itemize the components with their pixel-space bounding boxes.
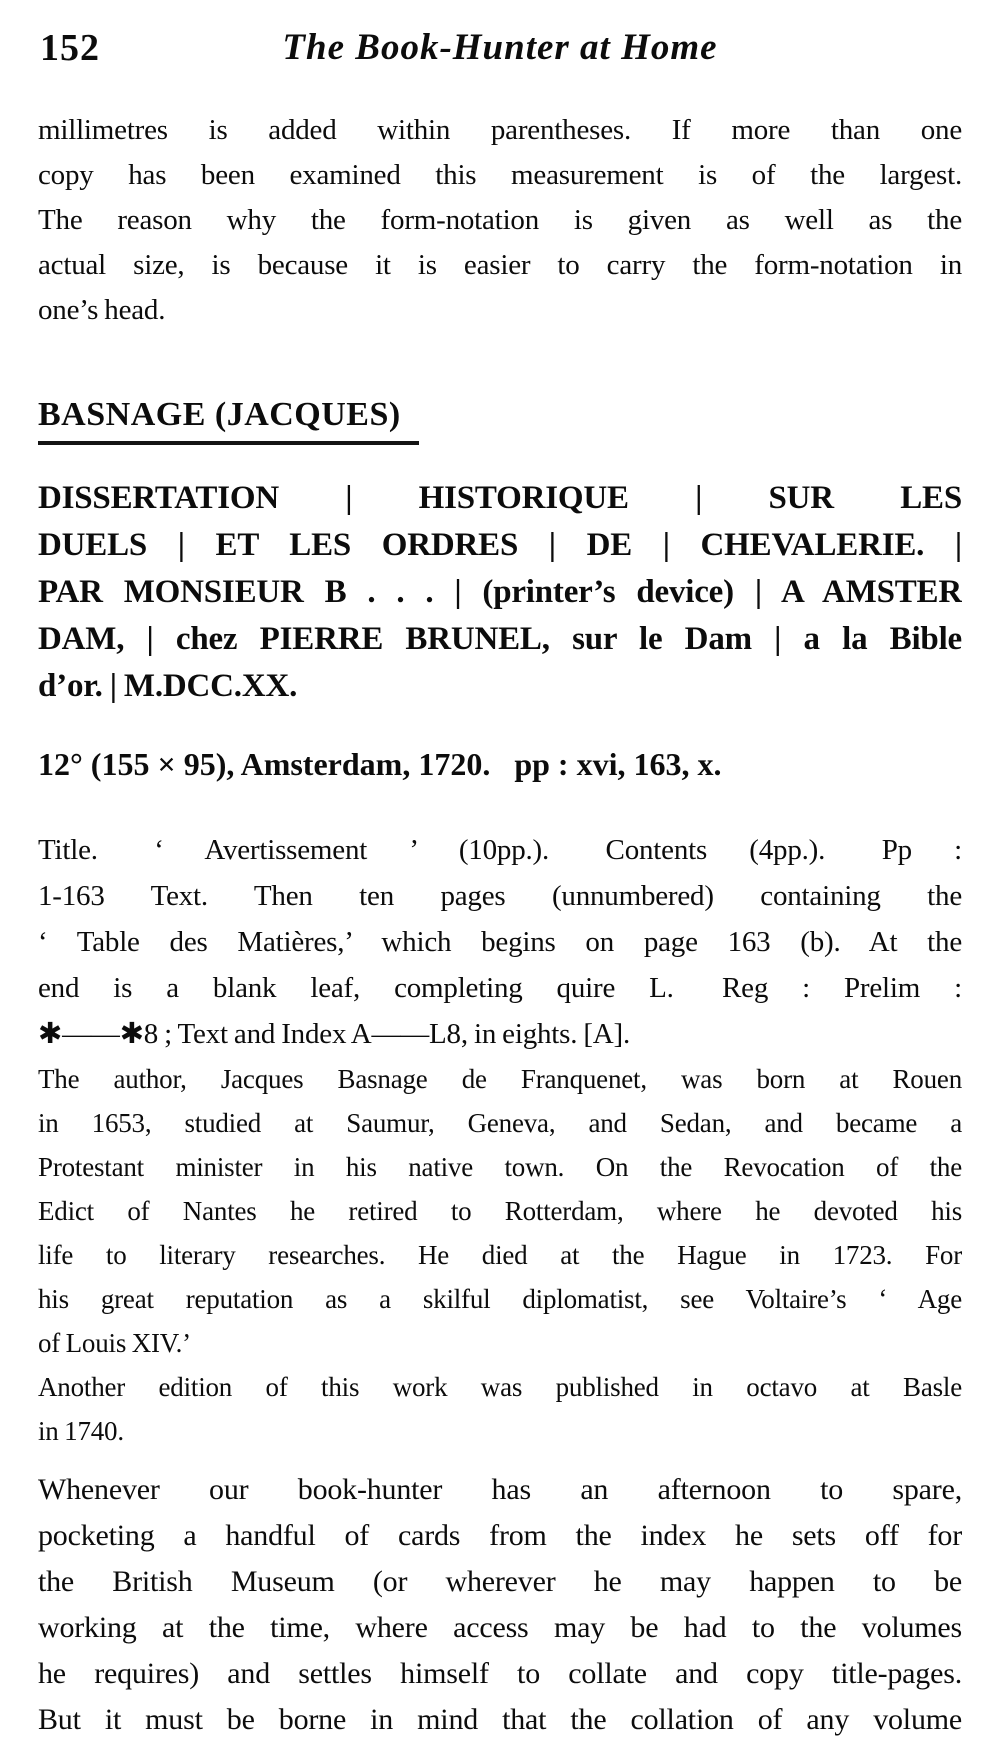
author-note-line: his great reputation as a skilful diplomatist, see Voltaire’s ‘ Age xyxy=(38,1284,962,1315)
title-transcription-line: DAM, | chez PIERRE BRUNEL, sur le Dam | a la Bible xyxy=(38,621,962,658)
collation-note-line: ‘ Table des Matières,’ which begins on page 163 (b). At the xyxy=(38,926,962,959)
title-transcription-line: DUELS | ET LES ORDRES | DE | CHEVALERIE. | xyxy=(38,527,962,564)
title-transcription-line: PAR MONSIEUR B . . . | (printer’s device) | A AMSTER xyxy=(38,574,962,611)
intro-paragraph-line: millimetres is added within parentheses. If more than one xyxy=(38,114,962,146)
edition-note xyxy=(38,1365,962,1453)
title-transcription-line: d’or. | M.DCC.XX. xyxy=(38,668,298,705)
collation-line: 12° (155 × 95), Amsterdam, 1720. pp : xvi, 163, x. xyxy=(38,746,722,783)
closing-paragraph-line: But it must be borne in mind that the collation of any volume xyxy=(38,1703,962,1737)
closing-paragraph-line: working at the time, where access may be had to the volumes xyxy=(38,1611,962,1645)
intro-paragraph-line: one’s head. xyxy=(38,294,166,326)
author-note-line: Protestant minister in his native town. On the Revocation of the xyxy=(38,1152,962,1183)
author-note-line: of Louis XIV.’ xyxy=(38,1328,191,1359)
entry-heading-text: BASNAGE (JACQUES) xyxy=(38,395,419,445)
closing-paragraph-line: he requires) and settles himself to collate and copy title-pages. xyxy=(38,1657,962,1691)
intro-paragraph-line: actual size, is because it is easier to carry the form-notation in xyxy=(38,249,962,281)
collation-note-line: end is a blank leaf, completing quire L. Reg : Prelim : xyxy=(38,972,962,1005)
edition-note-line: Another edition of this work was published in octavo at Basle xyxy=(38,1372,962,1403)
author-note-line: The author, Jacques Basnage de Franquenet, was born at Rouen xyxy=(38,1064,962,1095)
running-title: The Book-Hunter at Home xyxy=(282,27,718,68)
collation-note-line: ✱——✱8 ; Text and Index A——L8, in eights. [A]. xyxy=(38,1018,631,1051)
closing-paragraph xyxy=(38,1467,962,1743)
collation-note-line: 1-163 Text. Then ten pages (unnumbered) containing the xyxy=(38,880,962,913)
title-transcription-line: DISSERTATION | HISTORIQUE | SUR LES xyxy=(38,480,962,517)
closing-paragraph-line: Whenever our book-hunter has an afternoon to spare, xyxy=(38,1473,962,1507)
title-transcription xyxy=(38,475,962,710)
author-note-line: life to literary researches. He died at the Hague in 1723. For xyxy=(38,1240,962,1271)
author-note-line: in 1653, studied at Saumur, Geneva, and Sedan, and became a xyxy=(38,1108,962,1139)
collation-note xyxy=(38,827,962,1057)
intro-paragraph-line: The reason why the form-notation is given as well as the xyxy=(38,204,962,236)
closing-paragraph-line: pocketing a handful of cards from the index he sets off for xyxy=(38,1519,962,1553)
author-note-line: Edict of Nantes he retired to Rotterdam, where he devoted his xyxy=(38,1196,962,1227)
author-note xyxy=(38,1057,962,1365)
intro-paragraph-line: copy has been examined this measurement is of the largest. xyxy=(38,159,962,191)
closing-paragraph-line: the British Museum (or wherever he may happen to be xyxy=(38,1565,962,1599)
page-number: 152 xyxy=(40,27,100,69)
edition-note-line: in 1740. xyxy=(38,1416,124,1447)
intro-paragraph xyxy=(38,108,962,333)
page-header xyxy=(38,26,962,76)
entry-heading xyxy=(38,395,962,445)
collation-note-line: Title. ‘ Avertissement ’ (10pp.). Contents (4pp.). Pp : xyxy=(38,834,962,867)
